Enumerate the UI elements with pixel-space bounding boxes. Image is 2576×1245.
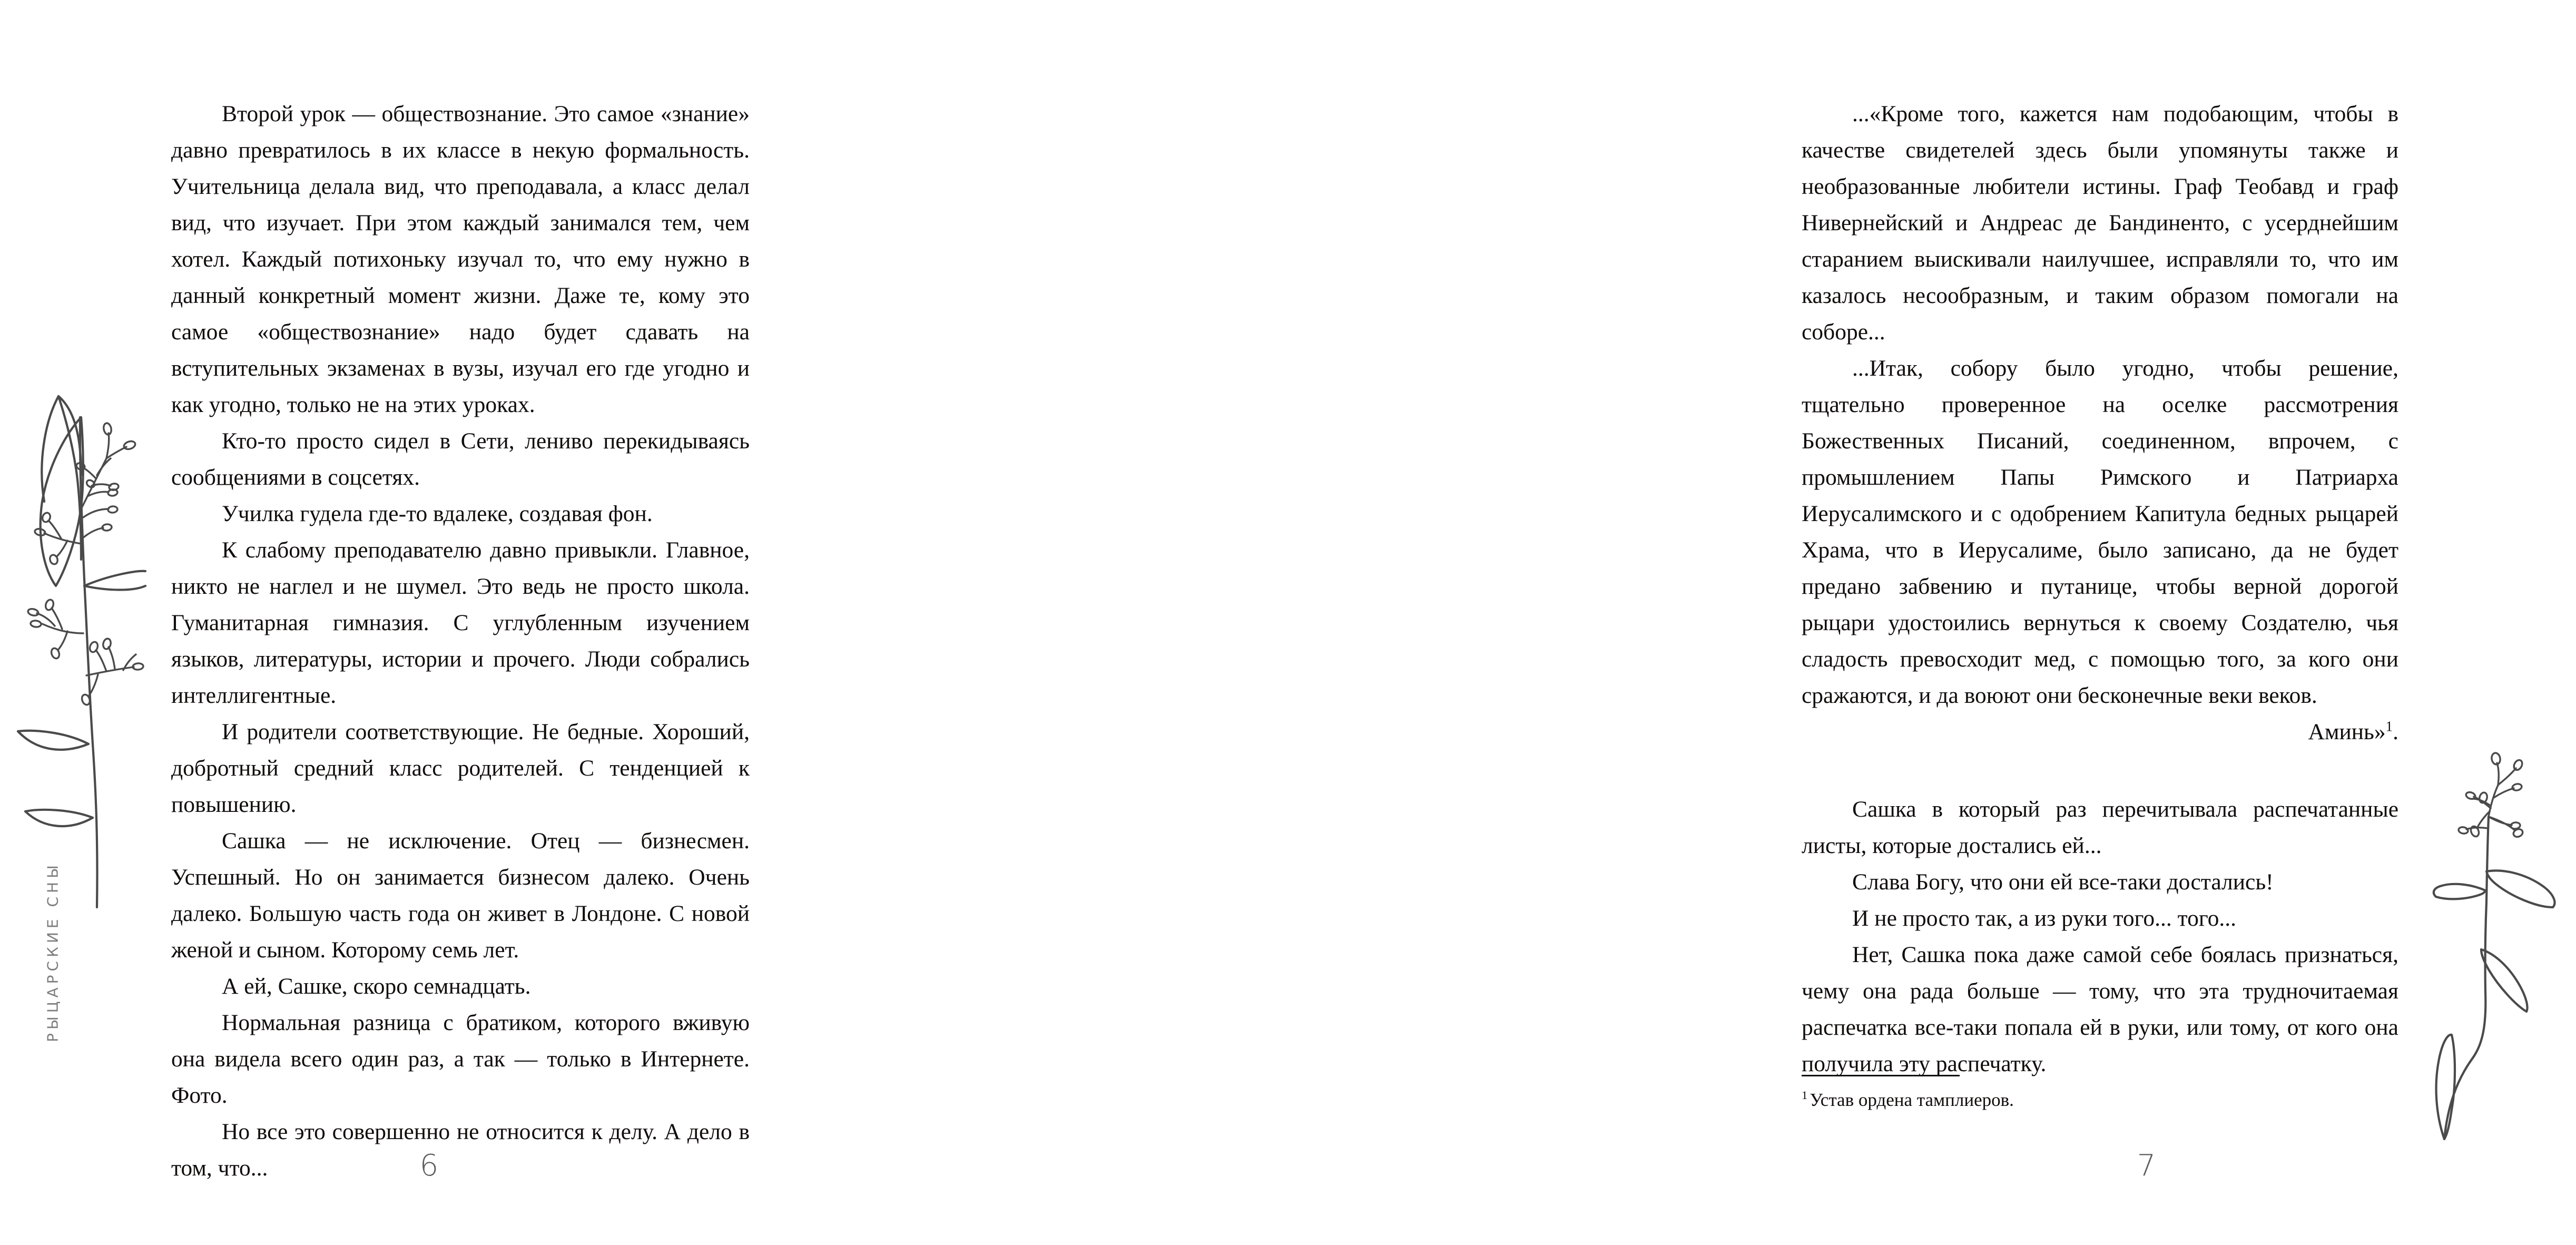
paragraph: А ей, Сашке, скоро семнадцать.	[222, 974, 531, 999]
page-number-left: 6	[419, 1149, 439, 1183]
footnote-marker: 1	[1802, 1089, 1808, 1102]
left-page	[0, 0, 859, 1245]
paragraph: Но все это совершенно не относится к делу. А дело в том, что...	[171, 1119, 750, 1181]
right-page-text	[1802, 96, 2398, 1082]
paragraph: И не просто так, а из руки того... того...	[1852, 906, 2236, 931]
footnote-separator-rule	[1802, 1075, 1960, 1076]
paragraph: ...«Кроме того, кажется нам подобающим, чтобы в качестве свидетелей здесь были упомянуты также и необразованные любители истины. Граф Теобавд и граф Нивернейский и Андреас де Бандиненто, с усерднейшим старанием выискивали наилучшее, исправляли то, что им казалось несообразным, и таким образом помогали на соборе...	[1802, 101, 2398, 345]
amen-text: Аминь»	[2308, 719, 2386, 744]
paragraph-spacer	[1802, 750, 2398, 791]
botanical-sprig-left-illustration	[3, 170, 145, 907]
left-page-text	[171, 96, 750, 1187]
paragraph: И родители соответствующие. Не бедные. Хороший, добротный средний класс родителей. С тенденцией к повышению.	[171, 719, 750, 817]
footnote-reference: 1	[2385, 718, 2393, 734]
paragraph: Нормальная разница с братиком, которого вживую она видела всего один раз, а так — только в Интернете. Фото.	[171, 1010, 750, 1108]
right-page	[859, 0, 2398, 1245]
paragraph: Сашка в который раз перечитывала распечатанные листы, которые достались ей...	[1802, 797, 2398, 858]
amen-line	[1802, 714, 2398, 750]
paragraph: Училка гудела где-то вдалеке, создавая фон.	[222, 501, 653, 526]
footnote-block	[1802, 1075, 2398, 1112]
running-title-vertical: РЫЦАРСКИЕ СНЫ	[44, 861, 62, 1042]
paragraph: Слава Богу, что они ей все-таки достались!	[1852, 869, 2274, 895]
paragraph: К слабому преподавателю давно привыкли. Главное, никто не наглел и не шумел. Это ведь не просто школа. Гуманитарная гимназия. С углубленным изучением языков, литературы, истории и прочего. Люди собрались интеллигентные.	[171, 537, 750, 708]
paragraph: Сашка — не исключение. Отец — бизнесмен. Успешный. Но он занимается бизнесом далеко. Очень далеко. Большую часть года он живет в Лондоне. С новой женой и сыном. Которому семь лет.	[171, 828, 750, 963]
paragraph: Нет, Сашка пока даже самой себе боялась признаться, чему она рада больше — тому, что эта трудночитаемая распечатка все-таки попала ей в руки, или тому, от кого она получила эту распечатку.	[1802, 942, 2398, 1076]
amen-tail: .	[2393, 719, 2398, 744]
paragraph: ...Итак, собору было угодно, чтобы решение, тщательно проверенное на оселке рассмотрения Божественных Писаний, соединенном, впрочем, с промышлением Папы Римского и Патриарха Иерусалимского и с одобрением Капитула бедных рыцарей Храма, что в Иерусалиме, было записано, да не будет предано забвению и путанице, чтобы верной дорогой рыцари удостоились вернуться к своему Создателю, чья сладость превосходит мед, с помощью того, за кого они сражаются, и да воюют они бесконечные веки веков.	[1802, 356, 2398, 708]
paragraph: Кто-то просто сидел в Сети, лениво перекидываясь сообщениями в соцсетях.	[171, 428, 750, 490]
footnote-body: Устав ордена тамплиеров.	[1810, 1090, 2014, 1110]
paragraph: Второй урок — обществознание. Это самое «знание» давно превратилось в их классе в некую формальность. Учительница делала вид, что преподавала, а класс делал вид, что изучает. При этом каждый занимался тем, чем хотел. Каждый потихоньку изучал то, что ему нужно в данный конкретный момент жизни. Даже те, кому это самое «обществознание» надо будет сдавать на вступительных экзаменах в вузы, изучал его где угодно и как угодно, только не на этих уроках.	[171, 101, 750, 417]
botanical-sprig-right-illustration	[2401, 675, 2576, 1150]
page-number-right: 7	[2137, 1149, 2157, 1183]
footnote-line	[1802, 1088, 2398, 1112]
